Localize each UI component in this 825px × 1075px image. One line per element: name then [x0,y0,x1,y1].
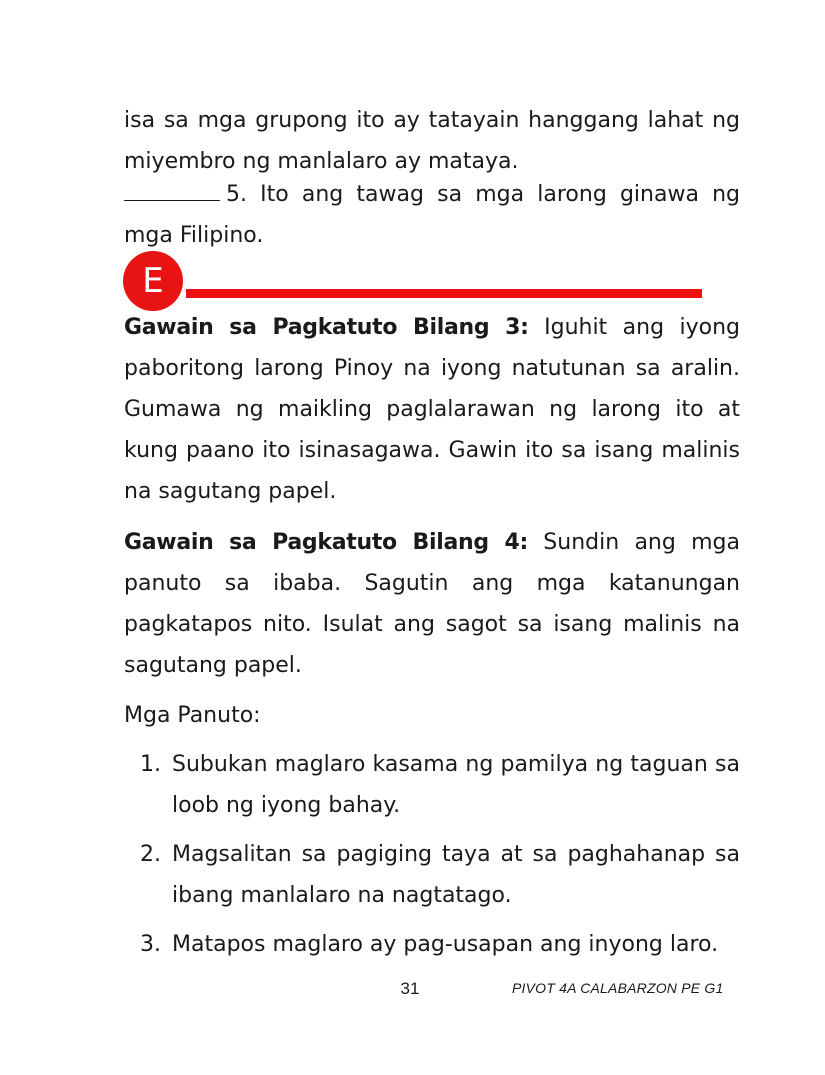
list-item-text: Magsalitan sa pagiging taya at sa paghahanap sa ibang manlalaro na nagtatago. [172,842,740,908]
activity-3-label: Gawain sa Pagkatuto Bilang 3: [124,315,529,340]
section-e-badge [123,251,183,311]
instructions-heading-text: Mga Panuto: [124,703,261,728]
activity-4-text: Sundin ang mga panuto sa ibaba. Sagutin ang mga katanungan pagkatapos nito. Isulat ang sagot sa isang malinis na sagutang papel. [124,530,741,678]
list-item-number: 2. [140,842,161,867]
list-item [140,834,740,916]
activity-4-paragraph [124,522,740,686]
activity-3-paragraph [124,307,740,512]
badge-letter: E [142,261,164,301]
activity-4-label: Gawain sa Pagkatuto Bilang 4: [124,530,528,555]
continued-paragraph [124,100,740,182]
list-item-number: 1. [140,752,161,777]
fill-in-item-5 [124,174,740,256]
list-item-number: 3. [140,932,161,957]
continued-line-text: isa sa mga grupong ito ay tatayain hanggang lahat ng miyembro ng manlalaro ay mataya. [124,108,740,174]
item-5-text: 5. Ito ang tawag sa mga larong ginawa ng mga Filipino. [124,182,740,248]
instructions-heading [124,695,740,736]
list-item [140,924,740,965]
answer-blank[interactable] [124,178,220,201]
page-number: 31 [400,979,420,998]
list-item-text: Subukan maglaro kasama ng pamilya ng taguan sa loob ng iyong bahay. [172,752,740,818]
list-item-text: Matapos maglaro ay pag-usapan ang inyong laro. [172,932,719,957]
section-divider [186,289,702,298]
list-item [140,744,740,826]
module-title: PIVOT 4A CALABARZON PE G1 [512,980,724,996]
instructions-list [140,744,740,973]
activity-3-text: Iguhit ang iyong paboritong larong Pinoy na iyong natutunan sa aralin. Gumawa ng maikling paglalarawan ng larong ito at kung paano ito isinasagawa. Gawin ito sa isang malinis na sagutang papel. [124,315,740,504]
